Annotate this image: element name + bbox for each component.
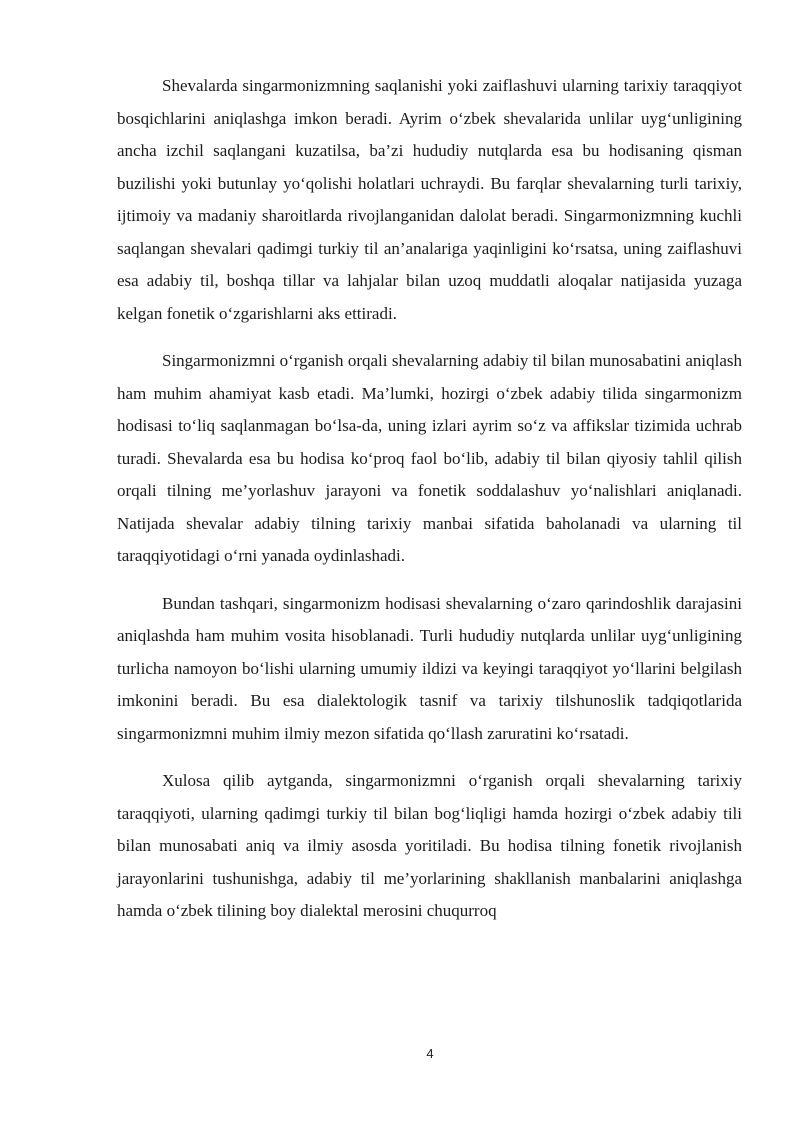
page-number: 4 [426,1046,434,1061]
body-text [117,70,742,943]
paragraph-2: Singarmonizmni o‘rganish orqali shevalarning adabiy til bilan munosabatini aniqlash ham muhim ahamiyat kasb etadi. Ma’lumki, hozirgi o‘zbek adabiy tilida singarmonizm hodisasi to‘liq saqlanmagan bo‘lsa-da, uning izlari ayrim so‘z va affikslar tizimida uchrab turadi. Shevalarda esa bu hodisa ko‘proq faol bo‘lib, adabiy til bilan qiyosiy tahlil qilish orqali tilning me’yorlashuv jarayoni va fonetik soddalashuv yo‘nalishlari aniqlanadi. Natijada shevalar adabiy tilning tarixiy manbai sifatida baholanadi va ularning til taraqqiyotidagi o‘rni yanada oydinlashadi. [117,351,742,565]
paragraph-4: Xulosa qilib aytganda, singarmonizmni o‘rganish orqali shevalarning tarixiy taraqqiyoti, ularning qadimgi turkiy til bilan bog‘liqligi hamda hozirgi o‘zbek adabiy tili bilan munosabati aniq va ilmiy asosda yoritiladi. Bu hodisa tilning fonetik rivojlanish jarayonlarini tushunishga, adabiy til me’yorlarining shakllanish manbalarini aniqlashga hamda o‘zbek tilining boy dialektal merosini chuqurroq [117,771,742,920]
paragraph-1: Shevalarda singarmonizmning saqlanishi yoki zaiflashuvi ularning tarixiy taraqqiyot bosqichlarini aniqlashga imkon beradi. Ayrim o‘zbek shevalarida unlilar uyg‘unligining ancha izchil saqlangani kuzatilsa, ba’zi hududiy nutqlarda esa bu hodisaning qisman buzilishi yoki butunlay yo‘qolishi holatlari uchraydi. Bu farqlar shevalarning turli tarixiy, ijtimoiy va madaniy sharoitlarda rivojlanganidan dalolat beradi. Singarmonizmning kuchli saqlangan shevalari qadimgi turkiy til an’analariga yaqinligini ko‘rsatsa, uning zaiflashuvi esa adabiy til, boshqa tillar va lahjalar bilan uzoq muddatli aloqalar natijasida yuzaga kelgan fonetik o‘zgarishlarni aks ettiradi. [117,76,742,323]
paragraph-3: Bundan tashqari, singarmonizm hodisasi shevalarning o‘zaro qarindoshlik darajasini aniqlashda ham muhim vosita hisoblanadi. Turli hududiy nutqlarda unlilar uyg‘unligining turlicha namoyon bo‘lishi ularning umumiy ildizi va keyingi taraqqiyot yo‘llarini belgilash imkonini beradi. Bu esa dialektologik tasnif va tarixiy tilshunoslik tadqiqotlarida singarmonizmni muhim ilmiy mezon sifatida qo‘llash zaruratini ko‘rsatadi. [117,593,742,743]
